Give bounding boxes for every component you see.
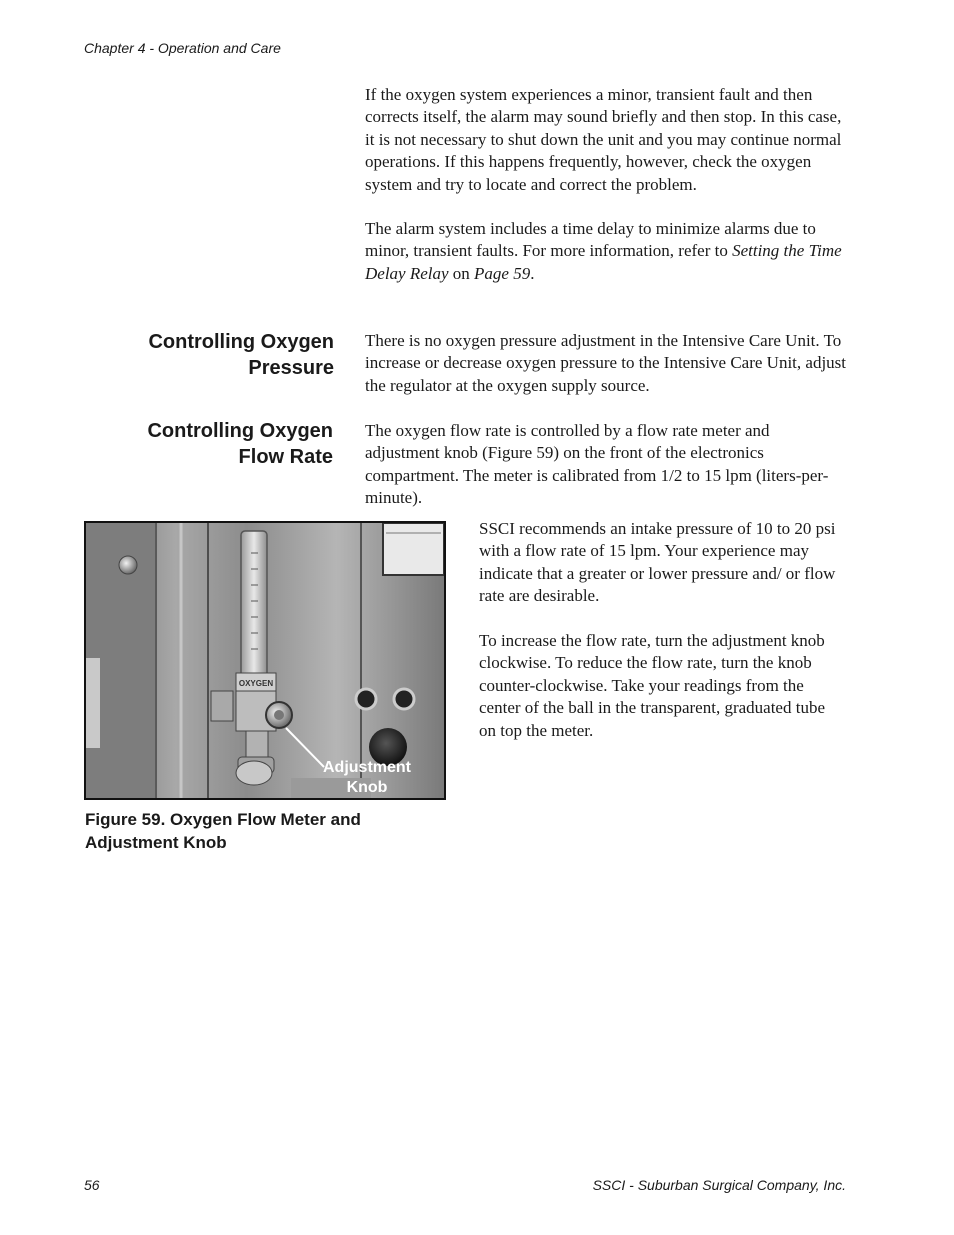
paragraph-flow-rate: The oxygen flow rate is controlled by a flow rate meter and adjustment knob (Figure 59) on the front of the electronics compartment. The meter is calibrated from 1/2 to 15 lpm (liters-per-minute). — [365, 421, 829, 508]
footer-company: SSCI - Suburban Surgical Company, Inc. — [592, 1177, 846, 1193]
photo-illustration — [86, 523, 444, 798]
heading-flow-line1: Controlling Oxygen — [147, 420, 333, 442]
time-delay-reference: Setting the Time Delay Relay — [365, 241, 842, 283]
figure-caption: Figure 59. Oxygen Flow Meter and Adjustment Knob — [85, 810, 361, 852]
page-number: 56 — [84, 1177, 100, 1193]
paragraph-time-delay-on: on — [448, 263, 475, 283]
paragraph-time-delay-end: . — [530, 263, 535, 283]
paragraph-pressure: There is no oxygen pressure adjustment in the Intensive Care Unit. To increase or decrease oxygen pressure to the Intensive Care Unit, adjust the regulator at the oxygen supply source. — [365, 331, 847, 395]
meter-brand-text: OXYGEN — [238, 679, 274, 688]
paragraph-time-delay-text: The alarm system includes a time delay to minimize alarms due to minor, transient faults. For more information, refer to — [365, 219, 816, 261]
heading-controlling-oxygen-flow-rate — [100, 418, 333, 470]
heading-pressure-line2: Pressure — [248, 357, 334, 379]
heading-controlling-oxygen-pressure — [100, 329, 334, 381]
paragraph-intake-pressure: SSCI recommends an intake pressure of 10 to 20 psi with a flow rate of 15 lpm. Your experience may indicate that a greater or lower pressure and/ or flow rate are desirable. — [479, 519, 836, 606]
adjustment-knob-label-line1: Adjustment — [323, 759, 411, 776]
heading-flow-line2: Flow Rate — [238, 446, 333, 468]
adjustment-knob-label-line2: Knob — [346, 779, 388, 796]
page-reference: Page 59 — [474, 263, 531, 283]
paragraph-flow-adjustment: To increase the flow rate, turn the adjustment knob clockwise. To reduce the flow rate, turn the knob counter-clockwise. Take your readings from the center of the ball in the transparent, graduated tube on top the meter. — [479, 631, 825, 740]
paragraph-time-delay — [365, 218, 845, 285]
paragraph-transient-fault: If the oxygen system experiences a minor, transient fault and then corrects itself, the alarm may sound briefly and then stop. In this case, it is not necessary to shut down the unit and you may continue normal operations. If this happens frequently, however, check the oxygen system and try to locate and correct the problem. — [365, 85, 842, 194]
chapter-header: Chapter 4 - Operation and Care — [84, 40, 281, 56]
adjustment-knob-label — [316, 758, 418, 798]
heading-pressure-line1: Controlling Oxygen — [148, 331, 334, 353]
